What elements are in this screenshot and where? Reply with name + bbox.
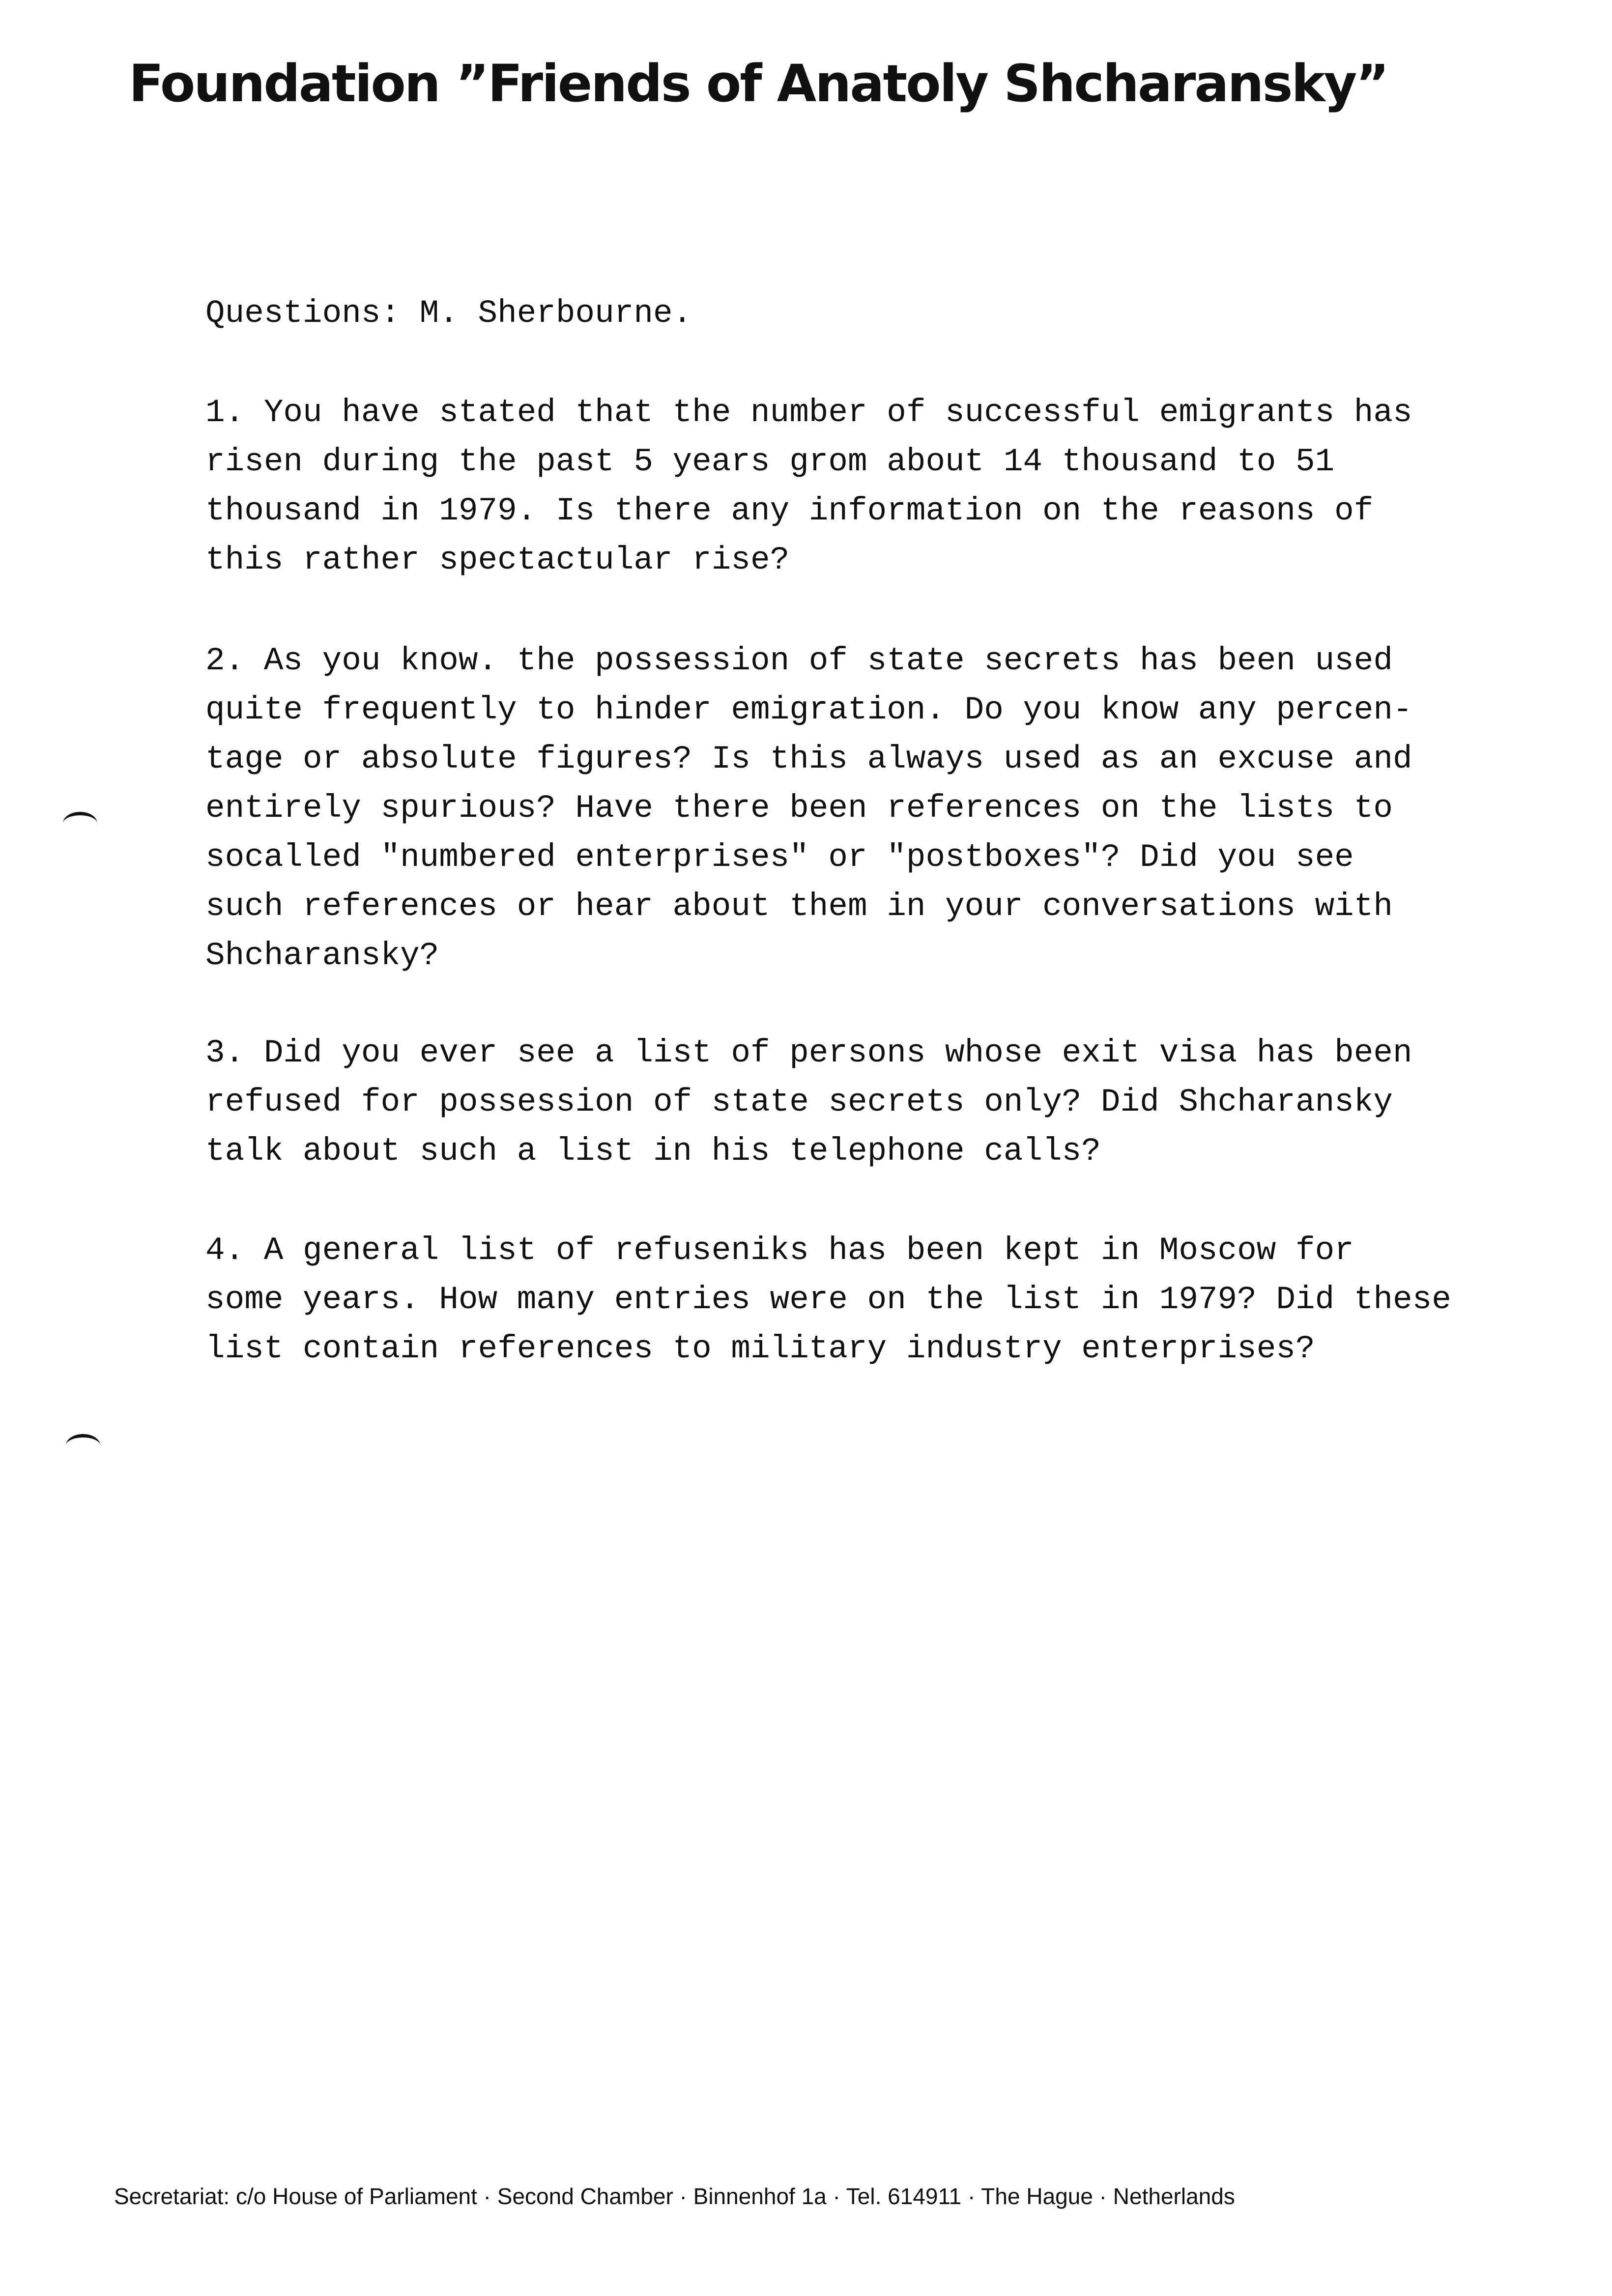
punch-hole-mark <box>66 1434 100 1457</box>
question-paragraph-2: 2. As you know. the possession of state secrets has been used quite frequently to hinder emigration. Do you know any percen- tage or absolute figures? Is this always used as an excuse and entirely spurious? Have there been references on the lists to socalled "numbered enterprises" or "postboxes"? Did you see such references or hear about them in your conversations with Shcharansky? <box>205 642 1412 974</box>
punch-hole-mark <box>63 812 97 835</box>
question-paragraph-1: 1. You have stated that the number of successful emigrants has risen during the past 5 years grom about 14 thousand to 51 thousand in 1979. Is there any information on the reasons of this rather spectactular rise? <box>205 394 1412 578</box>
footer-address: Secretariat: c/o House of Parliament · Second Chamber · Binnenhof 1a · Tel. 614911 · The Hague · Netherlands <box>114 2183 1235 2209</box>
questions-heading: Questions: M. Sherbourne. <box>205 295 692 332</box>
question-paragraph-3: 3. Did you ever see a list of persons whose exit visa has been refused for possession of state secrets only? Did Shcharansky talk about such a list in his telephone calls? <box>205 1034 1412 1170</box>
question-paragraph-4: 4. A general list of refuseniks has been kept in Moscow for some years. How many entries were on the list in 1979? Did these list contain references to military industry enterprises? <box>205 1232 1451 1367</box>
letterhead-title: Foundation ”Friends of Anatoly Shcharansky” <box>129 54 1388 114</box>
